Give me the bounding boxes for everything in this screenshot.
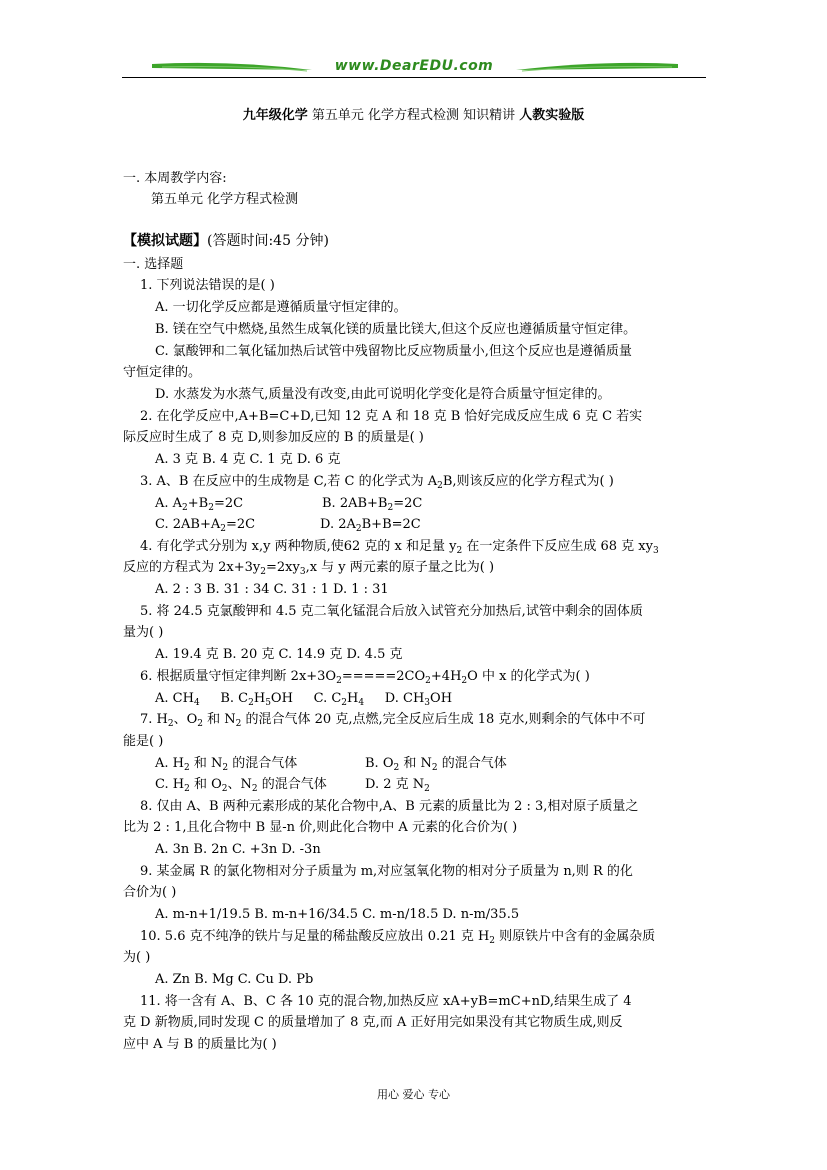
q3-option-c: C. $2AB+A_2=2C$ [155, 517, 256, 534]
header-rule [122, 77, 706, 78]
q3-option-d: D. $2A_2B+B=2C$ [320, 517, 421, 534]
q4-options: A. 2 : 3 B. 31 : 34 C. 31 : 1 D. 1 : 31 [155, 582, 389, 597]
q11-stem: 11. 将一含有 A、B、C 各 10 克的混合物,加热反应 xA+yB=mC+nD,结果生成了 4 [140, 994, 632, 1009]
q2-stem: 2. 在化学反应中,A+B=C+D,已知 12 克 A 和 18 克 B 恰好完成反应生成 6 克 C 若实 [140, 409, 643, 424]
q3-stem: 3. A、B 在反应中的生成物是 C,若 C 的化学式为 $A_2B$,则该反应的化学方程式为( ) [140, 474, 614, 491]
q3-option-b: B. $2AB+B_2=2C$ [322, 496, 423, 513]
q1-option-d: D. 水蒸发为水蒸气,质量没有改变,由此可说明化学变化是符合质量守恒定律的。 [155, 387, 611, 402]
q2-options: A. 3 克 B. 4 克 C. 1 克 D. 6 克 [155, 452, 341, 467]
mock-time: (答题时间:45 分钟) [207, 233, 329, 249]
q6-stem: 6. 根据质量守恒定律判断 $2x+3O_2=====2CO_2+4H_2O$ 中 x 的化学式为( ) [140, 669, 590, 686]
q10-stem: 10. 5.6 克不纯净的铁片与足量的稀盐酸反应放出 0.21 克 $H_2$ 则原铁片中含有的金属杂质 [140, 929, 656, 946]
q1-option-c-cont: 守恒定律的。 [123, 365, 202, 380]
q7-option-c: C. $H_2$ 和 $O_2$、$N_2$ 的混合气体 [155, 777, 327, 794]
q5-stem-cont: 量为( ) [123, 625, 164, 640]
q7-stem-cont: 能是( ) [123, 734, 164, 749]
mock-heading [123, 233, 329, 249]
site-logo: www.DearEDU.com [334, 58, 494, 74]
q7-option-a: A. $H_2$ 和 $N_2$ 的混合气体 [155, 756, 298, 773]
q1-option-a: A. 一切化学反应都是遵循质量守恒定律的。 [155, 300, 407, 315]
q6-options: A. $CH_4$ B. $C_2H_5OH$ C. $C_2H_4$ D. $CH_3OH$ [155, 691, 453, 708]
q7-stem: 7. $H_2$、$O_2$ 和 $N_2$ 的混合气体 20 克,点燃,完全反应后生成 18 克水,则剩余的气体中不可 [140, 712, 646, 729]
page-footer: 用心 爱心 专心 [377, 1088, 450, 1101]
q8-stem: 8. 仅由 A、B 两种元素形成的某化合物中,A、B 元素的质量比为 2 : 3,相对原子质量之 [140, 799, 639, 814]
q2-stem-cont: 际反应时生成了 8 克 D,则参加反应的 B 的质量是( ) [123, 430, 424, 445]
q8-stem-cont: 比为 2 : 1,且化合物中 B 显-n 价,则此化合物中 A 元素的化合价为( ) [123, 820, 518, 835]
q5-options: A. 19.4 克 B. 20 克 C. 14.9 克 D. 4.5 克 [155, 647, 403, 662]
q4-stem-cont: 反应的方程式为 $2x+3y_2=2xy_3,x$ 与 y 两元素的原子量之比为( ) [123, 560, 495, 577]
mock-label: 【模拟试题】 [123, 233, 207, 249]
q7-option-d: D. 2 克 $N_2$ [365, 777, 430, 794]
q1-option-b: B. 镁在空气中燃烧,虽然生成氧化镁的质量比镁大,但这个反应也遵循质量守恒定律。 [155, 322, 637, 337]
q1-stem: 1. 下列说法错误的是( ) [140, 278, 275, 293]
q9-stem-cont: 合价为( ) [123, 885, 177, 900]
q9-options: A. m-n+1/19.5 B. m-n+16/34.5 C. m-n/18.5 D. n-m/35.5 [155, 907, 520, 922]
q1-option-c: C. 氯酸钾和二氧化锰加热后试管中残留物比反应物质量小,但这个反应也是遵循质量 [155, 344, 632, 359]
q10-stem-cont: 为( ) [123, 950, 151, 965]
choice-heading: 一. 选择题 [123, 257, 184, 272]
q9-stem: 9. 某金属 R 的氯化物相对分子质量为 m,对应氢氧化物的相对分子质量为 n,则 R 的化 [140, 864, 633, 879]
site-header [122, 56, 706, 86]
title-grade: 九年级化学 [242, 108, 308, 123]
q10-options: A. Zn B. Mg C. Cu D. Pb [155, 972, 314, 987]
q11-stem-cont: 克 D 新物质,同时发现 C 的质量增加了 8 克,而 A 正好用完如果没有其它物质生成,则反 [123, 1015, 623, 1030]
q7-option-b: B. $O_2$ 和 $N_2$ 的混合气体 [365, 756, 507, 773]
page-title [0, 104, 827, 123]
title-edition: 人教实验版 [519, 108, 585, 123]
q4-stem: 4. 有化学式分别为 x,y 两种物质,使62 克的 x 和足量 $y_2$ 在一定条件下反应生成 68 克 $xy_3$ [140, 539, 659, 556]
q5-stem: 5. 将 24.5 克氯酸钾和 4.5 克二氧化锰混合后放入试管充分加热后,试管中剩余的固体质 [140, 604, 643, 619]
title-unit: 第五单元 化学方程式检测 知识精讲 [307, 108, 520, 123]
q11-stem-cont2: 应中 A 与 B 的质量比为( ) [123, 1037, 277, 1052]
section-content: 第五单元 化学方程式检测 [151, 192, 299, 207]
q3-option-a: A. $A_2+B_2=2C$ [155, 496, 244, 513]
q8-options: A. 3n B. 2n C. +3n D. -3n [155, 842, 321, 857]
section-heading: 一. 本周教学内容: [123, 171, 227, 186]
